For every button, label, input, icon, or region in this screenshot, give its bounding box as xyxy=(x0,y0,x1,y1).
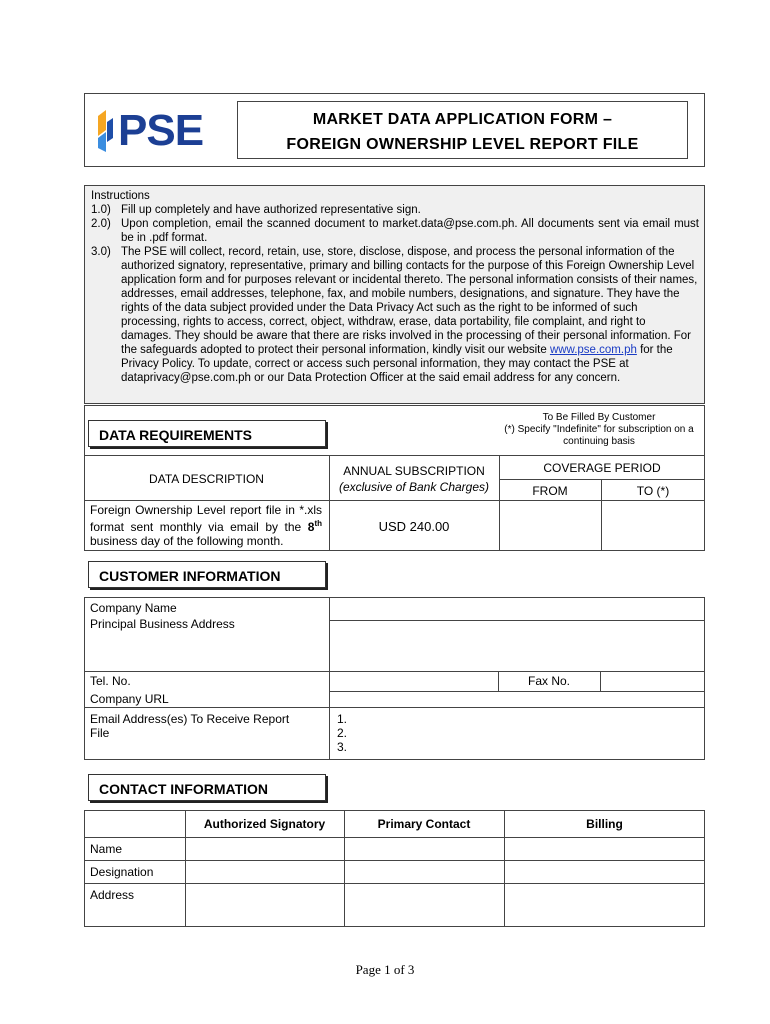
coverage-to-field[interactable] xyxy=(602,501,704,550)
fax-label: Fax No. xyxy=(527,674,570,688)
data-requirements-label: DATA REQUIREMENTS xyxy=(88,420,326,447)
page-number: Page 1 of 3 xyxy=(355,962,415,977)
annual-price-value: USD 240.00 xyxy=(378,519,450,534)
company-url-field[interactable] xyxy=(330,692,704,706)
company-name-field[interactable] xyxy=(330,598,704,619)
tel-label: Tel. No. xyxy=(90,674,131,688)
instruction-text xyxy=(121,245,699,385)
instruction-number: 1.0) xyxy=(91,204,111,216)
billing-designation-field[interactable] xyxy=(505,861,704,882)
customer-information-label: CUSTOMER INFORMATION xyxy=(88,561,326,588)
pse-website-link[interactable]: www.pse.com.ph xyxy=(549,344,637,356)
row-address-label: Address xyxy=(90,888,135,902)
pse-logo xyxy=(96,108,206,154)
email-field-1[interactable]: 1. xyxy=(337,712,348,726)
data-description-value xyxy=(90,503,322,548)
email-label-line2: File xyxy=(90,726,110,740)
pse-logo-text: PSE xyxy=(118,106,204,155)
col-from: FROM xyxy=(532,484,568,498)
form-title-box xyxy=(237,101,688,159)
col-primary-contact: Primary Contact xyxy=(377,817,471,831)
principal-address-label: Principal Business Address xyxy=(90,617,235,631)
contact-information-label: CONTACT INFORMATION xyxy=(88,774,326,801)
annual-subscription-line1: ANNUAL SUBSCRIPTION xyxy=(343,464,485,478)
primary-address-field[interactable] xyxy=(345,884,503,926)
billing-address-field[interactable] xyxy=(505,884,704,926)
tel-field[interactable] xyxy=(330,672,497,690)
col-authorized-signatory: Authorized Signatory xyxy=(203,817,326,831)
col-data-description: DATA DESCRIPTION xyxy=(149,472,264,486)
authorized-designation-field[interactable] xyxy=(186,861,343,882)
company-name-label: Company Name xyxy=(90,601,177,615)
instructions-heading: Instructions xyxy=(91,190,150,202)
primary-name-field[interactable] xyxy=(345,838,503,859)
instruction-number: 3.0) xyxy=(91,246,111,258)
form-title-line2: FOREIGN OWNERSHIP LEVEL REPORT FILE xyxy=(286,136,639,153)
privacy-text-before: The PSE will collect, record, retain, use, store, disclose, dispose, and process the personal information of the authorized signatory, representative, primary and billing contacts for the purpose of this Foreign Ownership Level application form and for purposes relevant or incidental thereto. The personal information consists of their names, addresses, email addresses, telephone, fax, and mobile numbers, designations, and signature. They have the rights of the data subject provided under the Data Privacy Act such as the right to be informed of such processing, rights to access, correct, object, withdraw, erase, data portability, file complaint, and right to damages. They should be aware that there are risks involved in the processing of their personal information. For the safeguards adopted to protect their personal information, kindly visit our website xyxy=(121,246,698,356)
customer-note xyxy=(496,412,702,448)
col-billing: Billing xyxy=(586,817,623,831)
data-description-day: 8 xyxy=(307,520,315,534)
billing-name-field[interactable] xyxy=(505,838,704,859)
company-url-label: Company URL xyxy=(90,692,169,706)
col-to: TO (*) xyxy=(636,484,670,498)
col-annual-subscription xyxy=(329,464,499,496)
coverage-from-field[interactable] xyxy=(500,501,600,550)
primary-designation-field[interactable] xyxy=(345,861,503,882)
data-description-day-suffix: th xyxy=(314,519,322,528)
col-coverage-period: COVERAGE PERIOD xyxy=(543,461,661,475)
data-description-text-end: business day of the following month. xyxy=(90,534,284,548)
authorized-name-field[interactable] xyxy=(186,838,343,859)
privacy-text-after: for the Privacy Policy. To update, correct or access such personal information, they may contact the PSE at dataprivacy@pse.com.ph or our Data Protection Officer at the said email address for any concern. xyxy=(121,344,673,384)
instruction-number: 2.0) xyxy=(91,218,111,230)
fax-field[interactable] xyxy=(601,672,704,690)
customer-note-line3: continuing basis xyxy=(563,436,635,447)
row-name-label: Name xyxy=(90,842,123,856)
customer-note-line1: To Be Filled By Customer xyxy=(542,412,656,423)
instructions-panel xyxy=(84,185,705,404)
principal-address-field[interactable] xyxy=(330,621,704,670)
email-field-3[interactable]: 3. xyxy=(337,740,348,754)
form-title-line1: MARKET DATA APPLICATION FORM – xyxy=(312,111,613,128)
row-designation-label: Designation xyxy=(90,865,154,879)
email-field-2[interactable]: 2. xyxy=(337,726,348,740)
annual-subscription-line2: (exclusive of Bank Charges) xyxy=(338,480,490,494)
instruction-text: Fill up completely and have authorized representative sign. xyxy=(121,204,421,216)
email-label xyxy=(90,712,325,740)
email-label-line1: Email Address(es) To Receive Report xyxy=(90,712,290,726)
customer-note-line2: (*) Specify "Indefinite" for subscription on a xyxy=(504,424,694,435)
authorized-address-field[interactable] xyxy=(186,884,343,926)
instruction-text: Upon completion, email the scanned document to market.data@pse.com.ph. All documents sent via email must be in .pdf format. xyxy=(121,218,699,244)
data-description-text: Foreign Ownership Level report file in *.xls format sent monthly via email by the xyxy=(90,503,322,534)
